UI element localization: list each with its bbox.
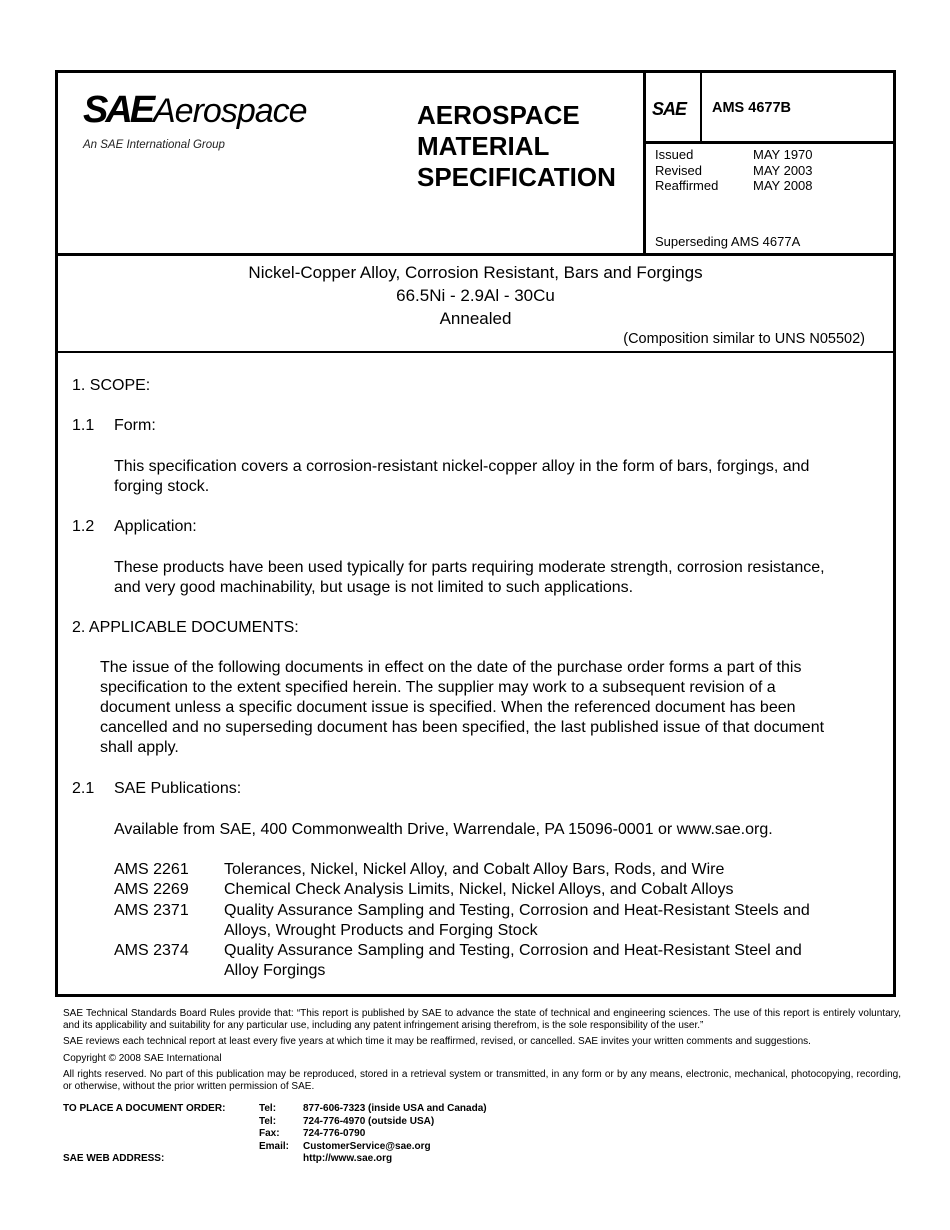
doc-type-title	[417, 100, 616, 193]
paragraph-line: forging stock.	[114, 478, 210, 495]
contact-key: Email:	[259, 1140, 290, 1152]
logo-sae: SAE	[83, 89, 153, 131]
section-number: 1.1	[72, 417, 95, 434]
section-heading: 1. SCOPE:	[72, 377, 151, 394]
doc-number-box	[646, 73, 893, 144]
title-section	[58, 256, 893, 353]
contact-key: Tel:	[259, 1103, 277, 1114]
section-heading: Form:	[114, 417, 156, 434]
footer-rules: SAE Technical Standards Board Rules provide that: “This report is published by SAE to advance the state of technical and engineering sciences. The use of this report is entirely voluntary, and its applicability and suitability for any particular use, including any patent infringement arising therefrom, is the sole responsibility of the user.”	[63, 1008, 901, 1031]
reference-code: AMS 2371	[114, 902, 189, 919]
contact-value: 724-776-4970 (outside USA)	[303, 1115, 435, 1127]
doc-type-line: AEROSPACE	[417, 100, 580, 130]
logo-aerospace: Aerospace	[153, 92, 307, 130]
paragraph-line: This specification covers a corrosion-resistant nickel-copper alloy in the form of bars, forgings, and	[114, 458, 810, 475]
section-heading: SAE Publications:	[114, 780, 242, 797]
paragraph-line: cancelled and no superseding document has been specified, the last published issue of that document	[100, 719, 825, 736]
section-heading: 2. APPLICABLE DOCUMENTS:	[72, 619, 299, 636]
composition-note: (Composition similar to UNS N05502)	[623, 331, 865, 347]
logo-tagline: An SAE International Group	[83, 139, 225, 151]
title-line: Annealed	[439, 309, 512, 328]
reference-code: AMS 2269	[114, 881, 189, 898]
section-number: 1.2	[72, 518, 95, 535]
paragraph-line: specification to the extent specified herein. The supplier may work to a subsequent revision of a	[100, 679, 776, 696]
document-frame	[55, 70, 896, 997]
reference-title: Quality Assurance Sampling and Testing, Corrosion and Heat-Resistant Steel and	[224, 942, 802, 959]
doc-type-line: SPECIFICATION	[417, 162, 616, 192]
paragraph-line: These products have been used typically for parts requiring moderate strength, corrosion resistance,	[114, 559, 825, 576]
contact-value: CustomerService@sae.org	[303, 1140, 431, 1152]
paragraph-line: document unless a specific document issue is specified. When the referenced document has been	[100, 699, 796, 716]
reference-title: Alloys, Wrought Products and Forging Stock	[224, 922, 538, 939]
contact-value: 724-776-0790	[303, 1128, 366, 1139]
reference-title: Tolerances, Nickel, Nickel Alloy, and Cobalt Alloy Bars, Rods, and Wire	[224, 861, 725, 878]
web-label: SAE WEB ADDRESS:	[63, 1153, 165, 1164]
sae-small-logo: SAE	[652, 99, 687, 119]
order-label: TO PLACE A DOCUMENT ORDER:	[63, 1103, 226, 1114]
date-row: Revised MAY 2003	[655, 162, 813, 178]
reference-title: Alloy Forgings	[224, 962, 326, 979]
section-number: 2.1	[72, 780, 95, 797]
paragraph-line: The issue of the following documents in effect on the date of the purchase order forms a part of this	[100, 659, 802, 676]
sae-aerospace-logo	[83, 89, 343, 159]
reference-code: AMS 2374	[114, 942, 189, 959]
date-list	[655, 147, 813, 194]
web-address-link[interactable]: http://www.sae.org	[303, 1153, 393, 1164]
footer-review: SAE reviews each technical report at least every five years at which time it may be reaffirmed, revised, or cancelled. SAE invites your written comments and suggestions.	[63, 1036, 811, 1047]
paragraph-line: Available from SAE, 400 Commonwealth Drive, Warrendale, PA 15096-0001 or www.sae.org.	[114, 821, 773, 838]
footer-notes	[63, 1008, 901, 1097]
reference-title: Chemical Check Analysis Limits, Nickel, Nickel Alloys, and Cobalt Alloys	[224, 881, 734, 898]
section-heading: Application:	[114, 518, 197, 535]
title-line: Nickel-Copper Alloy, Corrosion Resistant, Bars and Forgings	[248, 263, 703, 282]
contact-key: Fax:	[259, 1128, 280, 1139]
paragraph-line: and very good machinability, but usage is not limited to such applications.	[114, 579, 634, 596]
superseding-note: Superseding AMS 4677A	[655, 234, 801, 249]
footer-rights: All rights reserved. No part of this publication may be reproduced, stored in a retrieval system or transmitted, in any form or by any means, electronic, mechanical, photocopying, recording, or otherwise, without the prior written permission of SAE.	[63, 1069, 901, 1092]
doc-number: AMS 4677B	[712, 100, 791, 116]
contact-key: Tel:	[259, 1115, 277, 1127]
title-line: 66.5Ni - 2.9Al - 30Cu	[396, 286, 555, 305]
date-row: Issued MAY 1970	[655, 147, 813, 162]
divider	[700, 73, 702, 141]
reference-title: Quality Assurance Sampling and Testing, Corrosion and Heat-Resistant Steels and	[224, 902, 810, 919]
date-row: Reaffirmed MAY 2008	[655, 178, 813, 193]
footer-copyright: Copyright © 2008 SAE International	[63, 1052, 222, 1064]
paragraph-line: shall apply.	[100, 739, 179, 756]
doc-type-line: MATERIAL	[417, 131, 550, 161]
reference-code: AMS 2261	[114, 861, 189, 878]
contact-value: 877-606-7323 (inside USA and Canada)	[303, 1103, 487, 1114]
header	[58, 73, 893, 256]
